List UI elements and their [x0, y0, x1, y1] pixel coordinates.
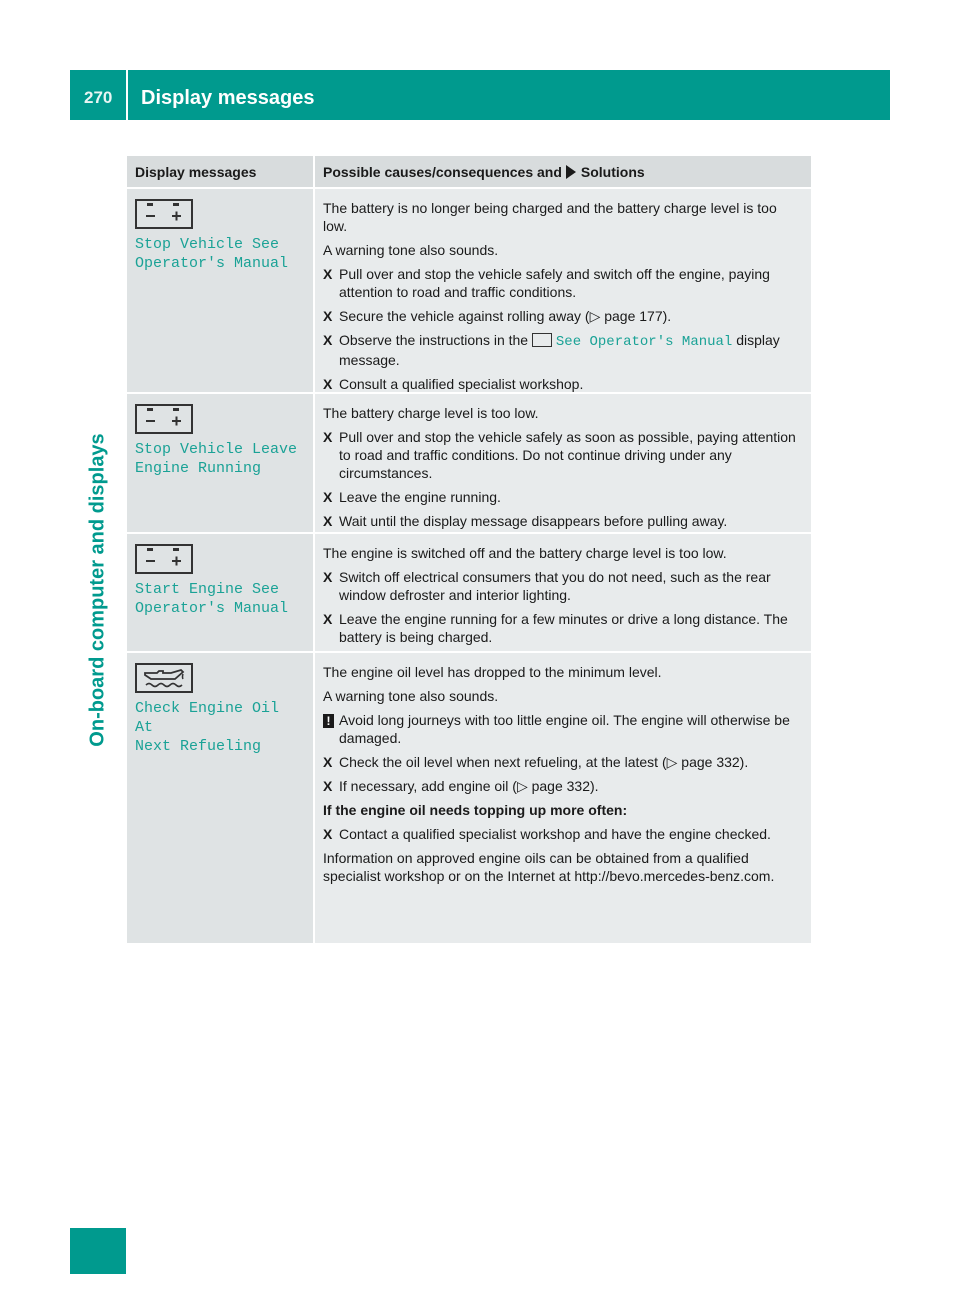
col-header-causes-prefix: Possible causes/consequences and	[323, 163, 562, 180]
bullet-x-icon: X	[323, 778, 333, 794]
side-tab-label: On-board computer and displays	[86, 433, 109, 747]
list-item: X Wait until the display message disappears before pulling away.	[323, 513, 728, 529]
cause-text: The engine is switched off and the battery charge level is too low.	[323, 545, 727, 561]
message-cell	[127, 534, 313, 651]
cause-text: The battery is no longer being charged and the battery charge level is too low.	[323, 200, 777, 234]
header-divider	[126, 70, 128, 120]
battery-icon	[532, 333, 552, 347]
solution-cell	[315, 394, 811, 532]
list-item: X Consult a qualified specialist workshop.	[323, 376, 584, 392]
display-message-text: Start Engine See Operator's Manual	[135, 581, 289, 617]
list-item: X Switch off electrical consumers that you do not need, such as the rear window defroster and interior lighting.	[323, 569, 771, 603]
message-cell	[127, 189, 313, 392]
oil-can-icon	[135, 663, 193, 693]
bullet-x-icon: X	[323, 754, 333, 770]
info-text: Information on approved engine oils can be obtained from a qualified specialist workshop or on the Internet at http://bevo.mercedes-benz.com.	[323, 850, 775, 884]
solution-cell	[315, 653, 811, 943]
subheading: If the engine oil needs topping up more often:	[323, 802, 628, 818]
battery-icon	[135, 404, 193, 434]
table-header	[127, 156, 811, 187]
warning-icon: !	[323, 714, 334, 728]
list-item: X Secure the vehicle against rolling away (▷ page 177).	[323, 308, 672, 324]
bullet-x-icon: X	[323, 513, 333, 529]
inline-display-message: See Operator's Manual	[555, 334, 733, 350]
message-cell	[127, 653, 313, 943]
warning-item: ! Avoid long journeys with too little engine oil. The engine will otherwise be damaged.	[323, 711, 803, 747]
table-row	[127, 189, 811, 392]
solution-cell	[315, 534, 811, 651]
cause-text: The engine oil level has dropped to the minimum level.	[323, 664, 662, 680]
solution-cell	[315, 189, 811, 392]
message-cell	[127, 394, 313, 532]
bullet-x-icon: X	[323, 429, 333, 445]
bullet-x-icon: X	[323, 489, 333, 505]
page-number: 270	[84, 88, 113, 107]
table-row	[127, 394, 811, 532]
display-message-text: Stop Vehicle Leave Engine Running	[135, 441, 298, 477]
list-item: X If necessary, add engine oil (▷ page 332).	[323, 778, 599, 794]
bullet-x-icon: X	[323, 569, 333, 585]
page-title: Display messages	[141, 87, 315, 109]
play-icon	[566, 165, 576, 179]
list-item: X Leave the engine running for a few minutes or drive a long distance. The battery is being charged.	[323, 611, 788, 645]
display-message-text: Check Engine Oil At Next Refueling	[135, 700, 280, 755]
list-item: X Check the oil level when next refueling, at the latest (▷ page 332).	[323, 754, 749, 770]
table-row	[127, 534, 811, 651]
cause-text: A warning tone also sounds.	[323, 242, 499, 258]
col-header-causes-suffix: Solutions	[580, 163, 645, 180]
list-item: X Pull over and stop the vehicle safely as soon as possible, paying attention to road and traffic conditions. Do not continue driving under any circumstances.	[323, 429, 796, 481]
cause-text: The battery charge level is too low.	[323, 405, 539, 421]
bullet-x-icon: X	[323, 826, 333, 842]
col-header-messages: Display messages	[127, 156, 313, 187]
bullet-x-icon: X	[323, 611, 333, 627]
bullet-x-icon: X	[323, 332, 333, 348]
display-message-text: Stop Vehicle See Operator's Manual	[135, 236, 289, 272]
bullet-x-icon: X	[323, 376, 333, 392]
battery-icon	[135, 544, 193, 574]
side-tab-marker	[70, 1228, 126, 1274]
table-row	[127, 653, 811, 943]
display-messages-table	[127, 156, 811, 943]
list-item: X Leave the engine running.	[323, 489, 501, 505]
cause-text: A warning tone also sounds.	[323, 688, 499, 704]
col-header-causes	[315, 156, 811, 187]
battery-icon	[135, 199, 193, 229]
list-item: X Observe the instructions in the See Operator's Manual display message.	[323, 332, 780, 368]
list-item: X Contact a qualified specialist workshop and have the engine checked.	[323, 826, 771, 842]
bullet-x-icon: X	[323, 308, 333, 324]
list-item: X Pull over and stop the vehicle safely and switch off the engine, paying attention to road and traffic conditions.	[323, 266, 770, 300]
bullet-x-icon: X	[323, 266, 333, 282]
